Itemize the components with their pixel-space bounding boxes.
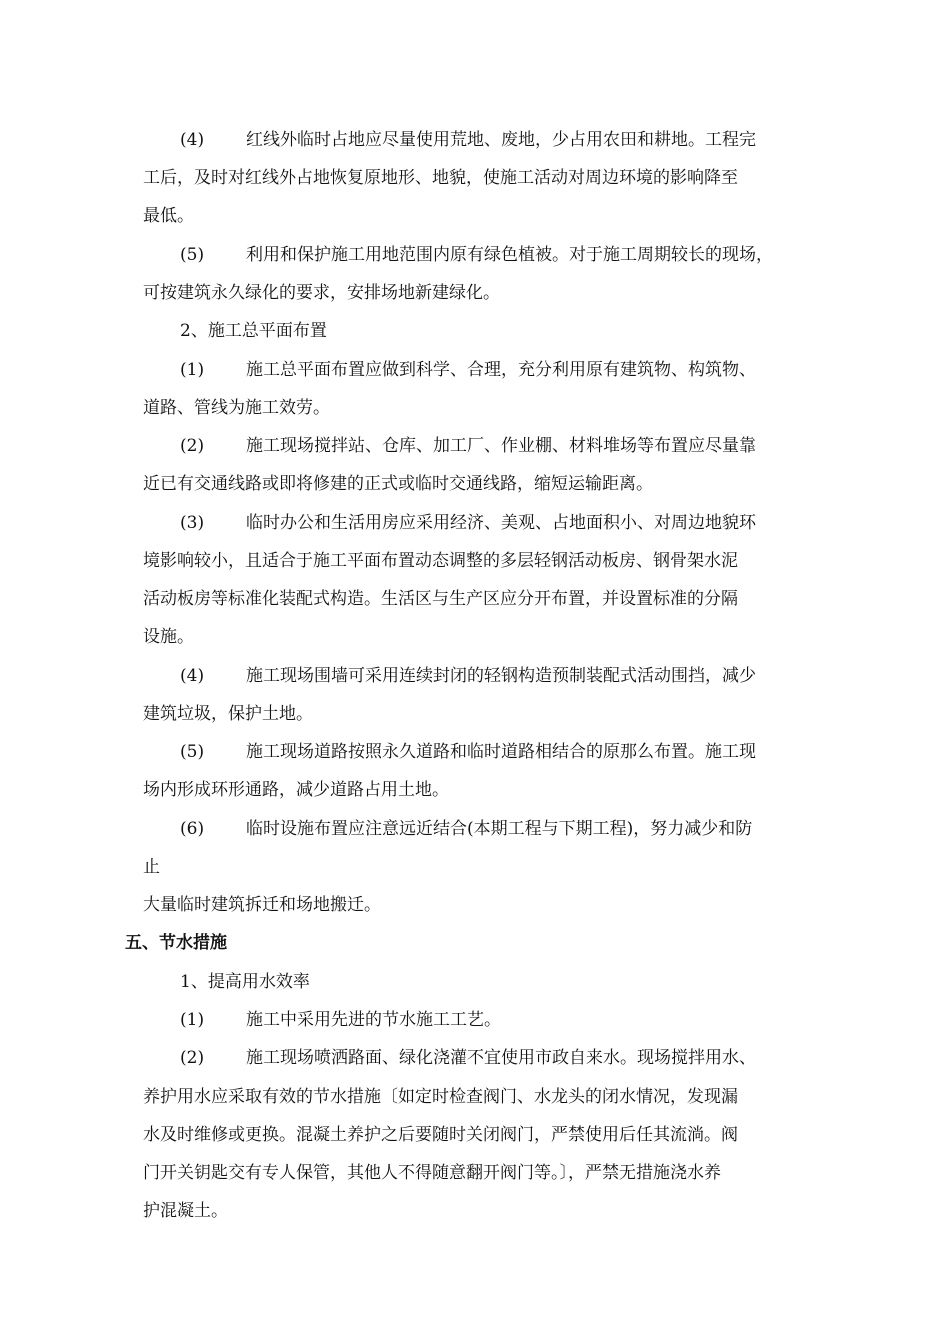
list-item-5-line-2: 可按建筑永久绿化的要求，安排场地新建绿化。 [143, 283, 500, 303]
layout-item-4-line-2: 建筑垃圾，保护土地。 [143, 704, 313, 724]
layout-item-1-line-1: (1) 施工总平面布置应做到科学、合理，充分利用原有建筑物、构筑物、 [180, 360, 756, 380]
layout-item-6-line-2: 止 [143, 857, 160, 877]
water-item-2-line-1: (2) 施工现场喷洒路面、绿化浇灌不宜使用市政自来水。现场搅拌用水、 [180, 1048, 756, 1068]
list-item-number: (2) [180, 436, 205, 456]
list-item-number: (1) [180, 360, 205, 380]
layout-item-6-line-1: (6) 临时设施布置应注意远近结合(本期工程与下期工程)，努力减少和防 [180, 819, 753, 839]
layout-item-4-line-1: (4) 施工现场围墙可采用连续封闭的轻钢构造预制装配式活动围挡，减少 [180, 666, 756, 686]
layout-item-3-line-4: 设施。 [143, 627, 194, 647]
water-item-2-line-5: 护混凝土。 [143, 1201, 228, 1221]
layout-item-5-line-2: 场内形成环形通路，减少道路占用土地。 [143, 780, 449, 800]
list-item-number: (2) [180, 1048, 205, 1068]
list-item-number: (4) [180, 130, 205, 150]
list-item-number: (6) [180, 819, 205, 839]
water-item-2-line-4: 门开关钥匙交有专人保管，其他人不得随意翻开阀门等。〕，严禁无措施浇水养 [143, 1163, 721, 1183]
layout-item-6-line-3: 大量临时建筑拆迁和场地搬迁。 [143, 895, 381, 915]
list-item-number: (3) [180, 513, 205, 533]
list-item-4-line-2: 工后，及时对红线外占地恢复原地形、地貌，使施工活动对周边环境的影响降至 [143, 168, 738, 188]
list-item-number: (5) [180, 245, 205, 265]
layout-item-3-line-3: 活动板房等标准化装配式构造。生活区与生产区应分开布置，并设置标准的分隔 [143, 589, 738, 609]
water-item-1-line-1: (1) 施工中采用先进的节水施工工艺。 [180, 1010, 501, 1030]
list-item-4-line-1: (4) 红线外临时占地应尽量使用荒地、废地，少占用农田和耕地。工程完 [180, 130, 756, 150]
list-item-4-line-3: 最低。 [143, 206, 194, 226]
water-item-2-line-2: 养护用水应采取有效的节水措施〔如定时检查阀门、水龙头的闭水情况，发现漏 [143, 1087, 738, 1107]
subheading-water-efficiency: 1、提高用水效率 [180, 972, 310, 992]
list-item-number: (1) [180, 1010, 205, 1030]
layout-item-5-line-1: (5) 施工现场道路按照永久道路和临时道路相结合的原那么布置。施工现 [180, 742, 756, 762]
layout-item-3-line-1: (3) 临时办公和生活用房应采用经济、美观、占地面积小、对周边地貌环 [180, 513, 756, 533]
subheading-site-layout: 2、施工总平面布置 [180, 321, 327, 341]
water-item-2-line-3: 水及时维修或更换。混凝土养护之后要随时关闭阀门，严禁使用后任其流淌。阀 [143, 1125, 738, 1145]
layout-item-1-line-2: 道路、管线为施工效劳。 [143, 398, 330, 418]
list-item-number: (4) [180, 666, 205, 686]
layout-item-3-line-2: 境影响较小，且适合于施工平面布置动态调整的多层轻钢活动板房、钢骨架水泥 [143, 551, 738, 571]
layout-item-2-line-2: 近已有交通线路或即将修建的正式或临时交通线路，缩短运输距离。 [143, 474, 653, 494]
section-heading-water-saving: 五、节水措施 [125, 933, 227, 953]
layout-item-2-line-1: (2) 施工现场搅拌站、仓库、加工厂、作业棚、材料堆场等布置应尽量靠 [180, 436, 756, 456]
list-item-number: (5) [180, 742, 205, 762]
list-item-5-line-1: (5) 利用和保护施工用地范围内原有绿色植被。对于施工周期较长的现场， [180, 245, 773, 265]
